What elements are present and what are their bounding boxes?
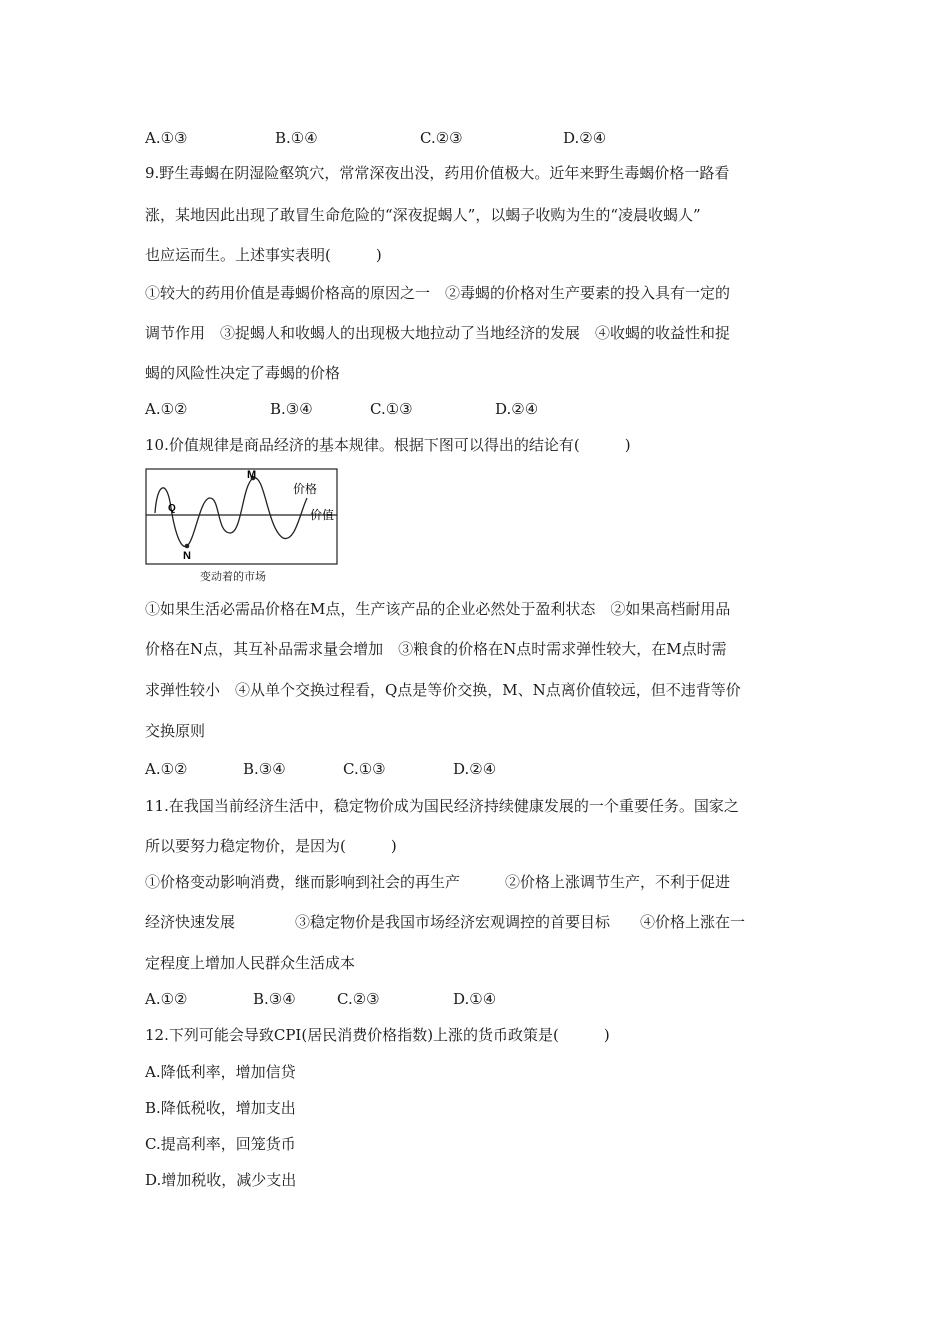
- q10-statement-line-4: 交换原则: [145, 722, 206, 740]
- point-n-label: N: [183, 550, 191, 562]
- value-label: 价值: [310, 508, 335, 522]
- q12-option-d[interactable]: D.增加税收，减少支出: [145, 1171, 297, 1189]
- price-value-graph: [145, 468, 340, 568]
- q10-stem: 10.价值规律是商品经济的基本规律。根据下图可以得出的结论有( ): [145, 436, 631, 454]
- q10-statement-line-3: 求弹性较小 ④从单个交换过程看，Q点是等价交换，M、N点离价值较远，但不违背等价: [145, 681, 741, 699]
- q10-statement-line-2: 价格在N点，其互补品需求量会增加 ③粮食的价格在N点时需求弹性较大，在M点时需: [145, 640, 727, 658]
- q11-option-c[interactable]: C.②③: [337, 990, 380, 1008]
- q12-stem: 12.下列可能会导致CPI(居民消费价格指数)上涨的货币政策是( ): [145, 1026, 610, 1044]
- point-m-label: M: [247, 469, 257, 481]
- q10-option-c[interactable]: C.①③: [343, 760, 386, 778]
- q9-option-d[interactable]: D.②④: [495, 400, 539, 418]
- q11-stem-line-1: 11.在我国当前经济生活中，稳定物价成为国民经济持续健康发展的一个重要任务。国家之: [145, 797, 739, 815]
- q11-stem-line-2: 所以要努力稳定物价，是因为( ): [145, 837, 397, 855]
- figure-caption: 变动着的市场: [200, 570, 266, 583]
- market-figure: [145, 468, 340, 588]
- q11-statement-line-2: 经济快速发展 ③稳定物价是我国市场经济宏观调控的首要目标 ④价格上涨在一: [145, 913, 746, 931]
- q9-stem-line-1: 9.野生毒蝎在阴湿险壑筑穴，常常深夜出没，药用价值极大。近年来野生毒蝎价格一路看: [145, 164, 730, 182]
- point-n-dot: [185, 544, 190, 549]
- q10-option-d[interactable]: D.②④: [453, 760, 497, 778]
- q8-option-b[interactable]: B.①④: [275, 129, 318, 147]
- q8-option-a[interactable]: A.①③: [145, 129, 188, 147]
- q11-option-b[interactable]: B.③④: [253, 990, 296, 1008]
- q9-option-a[interactable]: A.①②: [145, 400, 188, 418]
- price-label: 价格: [293, 482, 318, 496]
- q9-statement-line-3: 蝎的风险性决定了毒蝎的价格: [145, 364, 341, 382]
- q10-option-a[interactable]: A.①②: [145, 760, 188, 778]
- q12-option-b[interactable]: B.降低税收，增加支出: [145, 1099, 296, 1117]
- q8-option-c[interactable]: C.②③: [420, 129, 463, 147]
- q8-option-d[interactable]: D.②④: [563, 129, 607, 147]
- q12-option-a[interactable]: A.降低利率，增加信贷: [145, 1063, 296, 1081]
- q11-option-d[interactable]: D.①④: [453, 990, 497, 1008]
- q11-option-a[interactable]: A.①②: [145, 990, 188, 1008]
- q9-option-c[interactable]: C.①③: [370, 400, 413, 418]
- point-q-label: Q: [168, 503, 176, 514]
- q9-stem-line-2: 涨，某地因此出现了敢冒生命危险的“深夜捉蝎人”，以蝎子收购为生的“凌晨收蝎人”: [145, 206, 701, 224]
- q11-statement-line-3: 定程度上增加人民群众生活成本: [145, 954, 356, 972]
- q9-statement-line-2: 调节作用 ③捉蝎人和收蝎人的出现极大地拉动了当地经济的发展 ④收蝎的收益性和捉: [145, 324, 731, 342]
- q10-option-b[interactable]: B.③④: [243, 760, 286, 778]
- q10-statement-line-1: ①如果生活必需品价格在M点，生产该产品的企业必然处于盈利状态 ②如果高档耐用品: [145, 600, 731, 618]
- q9-option-b[interactable]: B.③④: [270, 400, 313, 418]
- q9-stem-line-3: 也应运而生。上述事实表明( ): [145, 246, 382, 264]
- price-curve: [155, 478, 307, 547]
- q9-statement-line-1: ①较大的药用价值是毒蝎价格高的原因之一 ②毒蝎的价格对生产要素的投入具有一定的: [145, 284, 731, 302]
- q12-option-c[interactable]: C.提高利率，回笼货币: [145, 1135, 296, 1153]
- q11-statement-line-1: ①价格变动影响消费，继而影响到社会的再生产 ②价格上涨调节生产，不利于促进: [145, 873, 731, 891]
